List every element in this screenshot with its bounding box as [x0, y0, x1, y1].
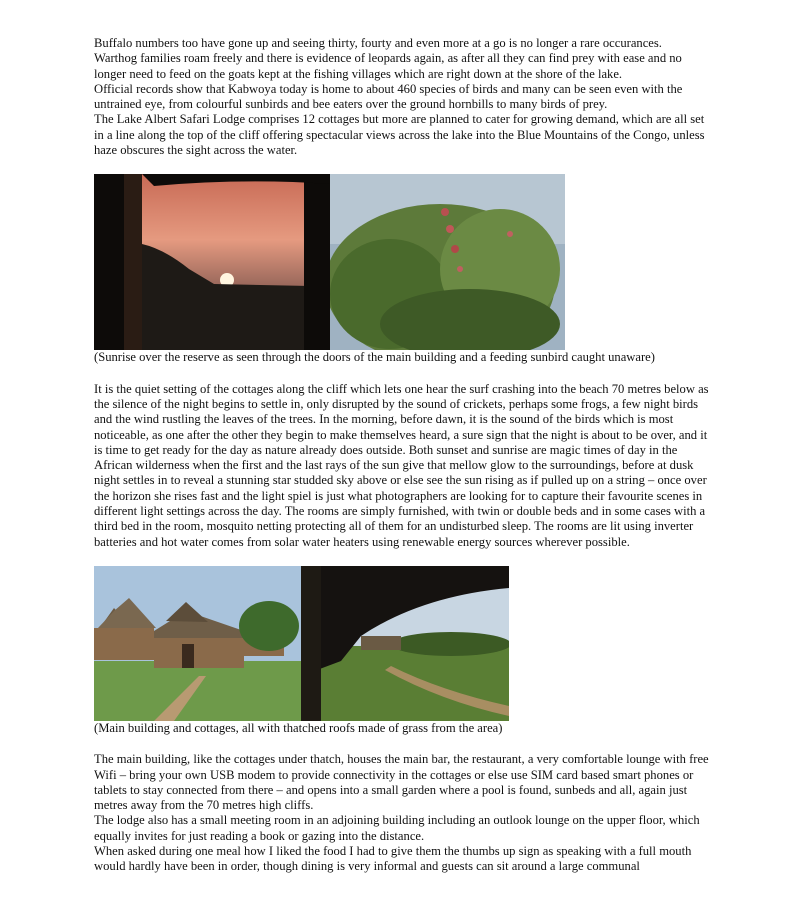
spacer: [94, 158, 714, 174]
cottages-path-photo: [301, 566, 509, 721]
paragraph: It is the quiet setting of the cottages along the cliff which lets one hear the surf crashing into the beach 70 metres below as the silence of the night begins to settle in, only disrupted by the sound of crickets, perhaps some frogs, a few night birds and the wind rustling the leaves of the trees. In the morning, before dawn, it is the sound of the birds which is most noticeable, as one after the other they begin to make themselves heard, a sure sign that the night is about to be over, and it is time to get ready for the day as nature already does outside. Both sunset and sunrise are magic times of day in the African wilderness when the first and the last rays of the sun give that mellow glow to the surroundings, before at dusk night settles in to reveal a stunning star studded sky above or else see the sun rising as if pulled up on a string – once over the horizon she rises fast and the light spiel is just what photographers are looking for to capture their favourite scenes in different light settings across the day. The rooms are simply furnished, with twin or double beds and in some cases with a third bed in the room, mosquito netting protecting all of them for an undisturbed sleep. The rooms are lit using inverter batteries and hot water comes from solar water heaters using renewable energy sources wherever possible.: [94, 381, 709, 549]
paragraph: The main building, like the cottages under thatch, houses the main bar, the restaurant, a very comfortable lounge with free Wifi – bring your own USB modem to provide connectivity in the cottages or else use SIM card based smart phones or tablets to stay connected from there – and opens into a small garden where a pool is found, sunbeds and all, again just metres away from the 70 metres high cliffs.: [94, 752, 709, 813]
paragraph: Official records show that Kabwoya today is home to about 460 species of birds and many can be seen even with the untrained eye, from colourful sunbirds and bee eaters over the ground hornbills to many birds of prey.: [94, 81, 683, 112]
paragraph: When asked during one meal how I liked the food I had to give them the thumbs up sign as speaking with a full mouth would hardly have been in order, though dining is very informal and guests can sit around a large communal: [94, 844, 692, 874]
document-page: [94, 36, 714, 875]
spacer: [94, 366, 714, 382]
paragraph: Buffalo numbers too have gone up and seeing thirty, fourty and even more at a go is no longer a rare occurances.: [94, 36, 662, 50]
paragraph: The lodge also has a small meeting room in an adjoining building including an outlook lounge on the upper floor, which equally invites for just reading a book or gazing into the distance.: [94, 813, 700, 843]
paragraph: Warthog families roam freely and there is evidence of leopards again, as after all they can find prey with ease and no longer need to feed on the goats kept at the fishing villages which are right down at the shore of the lake.: [94, 51, 682, 81]
sunrise-photo: [94, 174, 330, 350]
sunbird-photo: [330, 174, 565, 350]
spacer: [94, 550, 714, 566]
photo-row-cottages: [94, 566, 509, 721]
photo-caption: (Sunrise over the reserve as seen through the doors of the main building and a feeding sunbird caught unaware): [94, 350, 655, 365]
photo-caption: (Main building and cottages, all with thatched roofs made of grass from the area): [94, 720, 503, 735]
photo-row-sunrise: [94, 174, 565, 350]
spacer: [94, 736, 714, 752]
main-building-photo: [94, 566, 301, 721]
paragraph: The Lake Albert Safari Lodge comprises 12 cottages but more are planned to cater for growing demand, which are all set in a line along the top of the cliff offering spectacular views across the lake into the Blue Mountains of the Congo, unless haze obscures the sight across the water.: [94, 112, 705, 158]
